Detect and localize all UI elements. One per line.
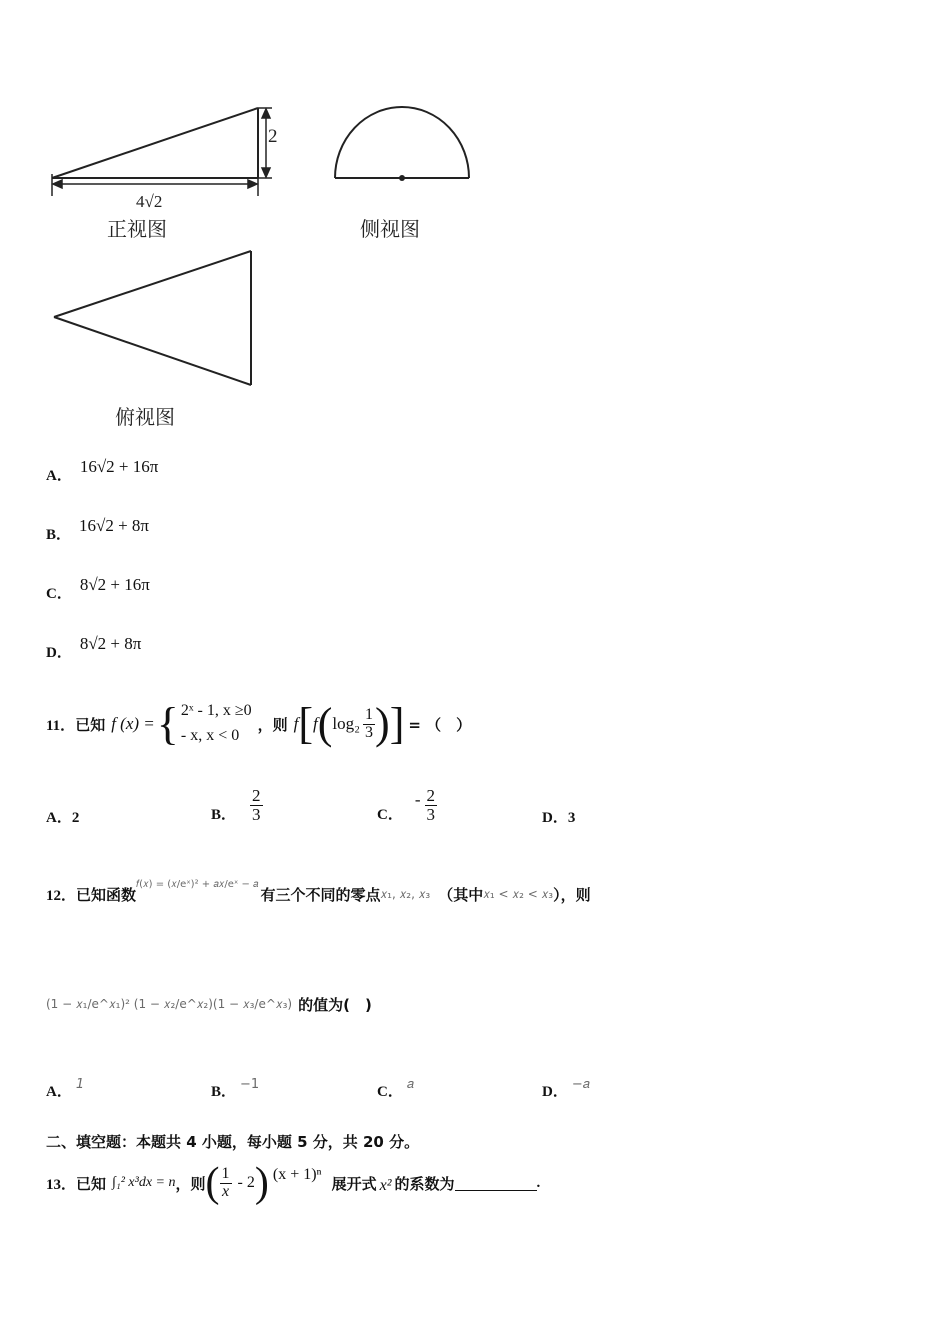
q12-expression: (1 − 𝑥₁/e^𝑥₁)² (1 − 𝑥₂/e^𝑥₂)(1 − 𝑥₃/e^𝑥₃) — [46, 996, 293, 1011]
q12-options — [46, 1074, 746, 1104]
option-value: 2 — [71, 810, 80, 826]
piecewise-brace: { — [156, 698, 179, 749]
q12-option-a: A． $^1$ — [46, 1077, 85, 1100]
option-text: 16√2 + 8π — [79, 516, 150, 535]
q10-option-b — [46, 516, 150, 544]
q12-zeros: 𝑥₁, 𝑥₂, 𝑥₃ — [380, 886, 431, 901]
tail-text-2: 的系数为 — [394, 1174, 455, 1193]
question-mid: ，则 — [175, 1174, 206, 1193]
side-view-caption: 侧视图 — [360, 217, 420, 241]
left-paren: ( — [205, 1160, 220, 1206]
option-value: 𝑎 — [406, 1077, 414, 1092]
question-prefix: 已知 — [76, 1174, 107, 1193]
option-fraction: $\frac{2}{3}$ — [426, 786, 436, 825]
left-paren: ( — [317, 699, 333, 748]
q12-condition: 𝑥₁ < 𝑥₂ < 𝑥₃ — [483, 886, 554, 901]
fraction-one-third: $\frac{1}{3}$ — [365, 705, 374, 741]
cond-close: ），则 — [553, 885, 591, 904]
question-prefix: 已知 — [75, 715, 106, 734]
option-value: 3 — [567, 810, 576, 826]
option-value: 1 — [75, 1077, 85, 1092]
q11-option-a: A．2 — [46, 810, 80, 826]
integral-expression: ∫₁² x³dx = n — [112, 1175, 176, 1190]
q11-option-c: C． - $\frac{2}{3}$ — [377, 786, 436, 825]
question-middle: 有三个不同的零点 — [260, 885, 381, 904]
question-number: 11． — [46, 717, 76, 734]
binomial-power: (x + 1)ⁿ — [272, 1166, 322, 1183]
option-sign: - — [414, 790, 421, 809]
q10-option-d — [46, 634, 142, 662]
function-name: f (x) = — [111, 714, 155, 733]
option-value: −1 — [240, 1077, 260, 1092]
right-paren: ) — [254, 1160, 269, 1206]
option-label: B． — [46, 527, 72, 543]
case-1: 2ˣ - 1, x ≥0 — [180, 702, 252, 720]
q13-stem — [46, 1160, 540, 1206]
log-base: log₂ — [332, 714, 361, 733]
question-tail: = （ ） — [408, 715, 472, 734]
case-2: - x, x < 0 — [180, 727, 240, 744]
section-heading: 二、填空题：本题共 4 小题，每小题 5 分，共 20 分。 — [46, 1133, 420, 1151]
q11-options — [46, 778, 746, 828]
end-period: . — [536, 1174, 541, 1191]
center-dot — [399, 175, 405, 181]
answer-blank[interactable] — [455, 1176, 537, 1191]
three-view-figure — [0, 0, 520, 440]
side-view-semicircle — [335, 107, 469, 178]
question-prefix: 已知函数 — [76, 885, 137, 904]
q12-stem — [46, 876, 591, 912]
q11-stem — [46, 696, 471, 752]
option-fraction: $\frac{2}{3}$ — [252, 786, 261, 825]
q12-option-b: B． $^{-1}$ — [211, 1077, 260, 1100]
q11-option-b: B． $\frac{2}{3}$ — [211, 786, 261, 825]
q10-option-c — [46, 575, 150, 603]
option-text: 16√2 + 16π — [79, 457, 159, 476]
minus-two: - 2 — [237, 1174, 255, 1191]
q12-expression-line — [46, 984, 372, 1024]
q10-option-a — [46, 457, 159, 485]
q12-option-c: C． $^𝑎$ — [377, 1077, 414, 1100]
cond-open: （其中 — [438, 885, 484, 904]
tail-text-1: 展开式 — [331, 1174, 377, 1193]
option-text: 8√2 + 8π — [79, 634, 142, 653]
option-label: D． — [46, 645, 72, 661]
piecewise-cases — [181, 699, 252, 749]
question-mid: ，则 — [257, 715, 288, 734]
top-view-triangle — [54, 251, 251, 385]
front-view-triangle — [52, 108, 258, 178]
option-text: 8√2 + 16π — [79, 575, 150, 594]
q11-option-d: D．3 — [542, 810, 576, 826]
option-label: C． — [46, 586, 72, 602]
inner-f: f — [313, 714, 318, 733]
left-bracket: [ — [298, 699, 313, 748]
outer-f: f — [293, 714, 299, 733]
option-label: A． — [46, 468, 72, 484]
q12-function-formula: 𝑓(𝑥) = (𝑥/eˣ)² + 𝑎𝑥/eˣ − 𝑎 — [136, 878, 259, 890]
one-over-x: $\frac{1}{x}$ — [221, 1164, 230, 1200]
front-view-width-label: 4√2 — [136, 192, 163, 211]
expression-tail: 的值为( ) — [298, 995, 372, 1014]
question-number: 12． — [46, 887, 77, 904]
option-value: −𝑎 — [571, 1077, 590, 1092]
right-bracket: ] — [389, 699, 405, 748]
front-view-caption: 正视图 — [107, 217, 167, 241]
top-view-caption: 俯视图 — [115, 405, 175, 429]
right-paren: ) — [375, 699, 390, 748]
q12-option-d: D． $^{-𝑎}$ — [542, 1077, 590, 1100]
question-number: 13． — [46, 1176, 77, 1193]
front-view-height-label: 2 — [268, 126, 278, 147]
term-x-squared: x² — [379, 1177, 392, 1194]
